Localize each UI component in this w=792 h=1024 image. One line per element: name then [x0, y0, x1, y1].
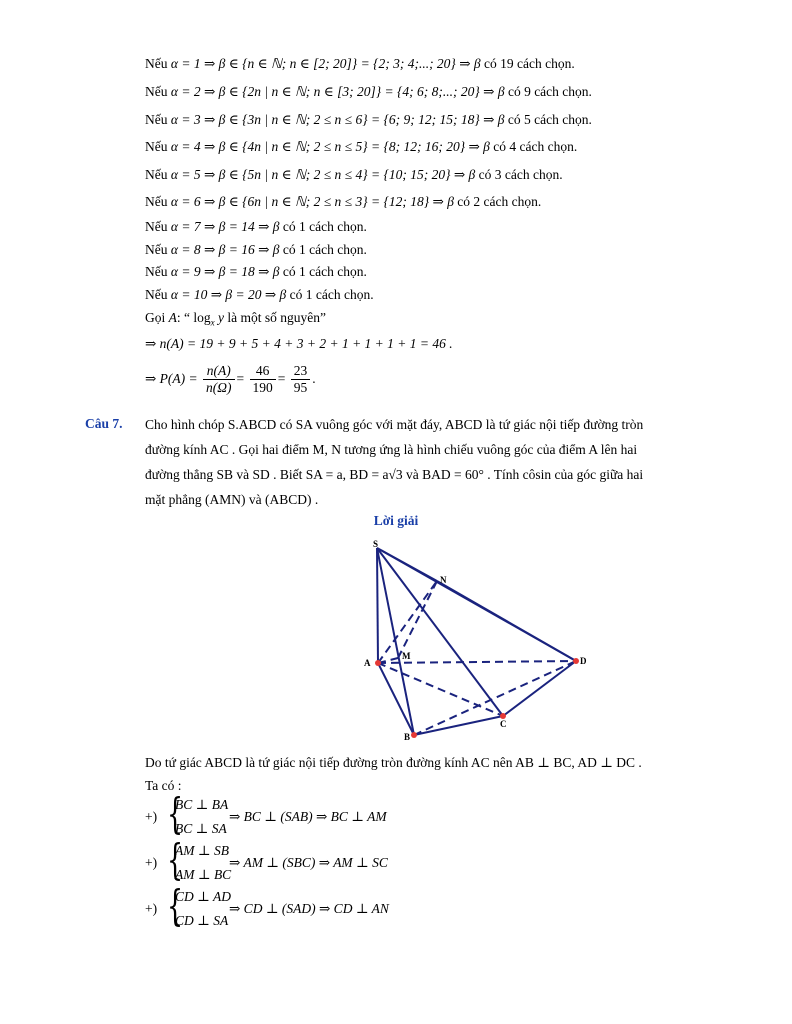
fraction-46-190: $\frac{46}{190}$ [250, 363, 276, 396]
case-math: α = 1 ⇒ β ∈ {n ∈ ℕ; n ∈ [2; 20]} = {2; 3; 4;...; 20} ⇒ β [170, 56, 481, 71]
label-S: S [373, 539, 379, 549]
system-prefix: +) [145, 809, 158, 824]
system-prefix: +) [145, 901, 158, 916]
question-line-1: Cho hình chóp S.ABCD có SA vuông góc với mặt đáy, ABCD là tứ giác nội tiếp đường tròn [145, 417, 644, 432]
hidden-edge-AC [378, 663, 503, 716]
hidden-edge-BD [414, 661, 576, 735]
system-result: ⇒ AM ⊥ (SBC) ⇒ AM ⊥ SC [229, 855, 388, 870]
label-N: N [440, 575, 447, 585]
edge-AB [378, 663, 414, 735]
event-text: : “ log [176, 310, 211, 325]
case-line [145, 55, 575, 73]
edge-SC [377, 548, 503, 716]
case-tail: có 19 cách chọn. [484, 56, 575, 71]
vertex-A [375, 660, 381, 666]
case-math: α = 4 ⇒ β ∈ {4n | n ∈ ℕ; 2 ≤ n ≤ 5} = {8; 12; 16; 20} ⇒ β [170, 139, 490, 154]
fraction-na-nomega: $\frac{n(A)}{n(\Omega)}$ [203, 363, 235, 396]
case-line [145, 138, 577, 156]
log-arg: y [218, 310, 224, 325]
case-math: α = 6 ⇒ β ∈ {6n | n ∈ ℕ; 2 ≤ n ≤ 3} = {12; 18} ⇒ β [170, 194, 454, 209]
solution-text-2: Ta có : [145, 778, 182, 793]
vertex-B [411, 732, 417, 738]
event-definition [145, 309, 326, 332]
case-math: α = 10 ⇒ β = 20 ⇒ β [170, 287, 287, 302]
system-row-1: BC ⊥ BA [175, 797, 229, 812]
case-math: α = 3 ⇒ β ∈ {3n | n ∈ ℕ; 2 ≤ n ≤ 6} = {6; 9; 12; 15; 18} ⇒ β [170, 112, 505, 127]
case-line [145, 166, 563, 184]
edge-SN [377, 548, 437, 581]
system-row-2: BC ⊥ SA [175, 821, 227, 836]
case-line [145, 286, 374, 304]
hidden-edge-MN [398, 581, 437, 658]
vertex-C [500, 713, 506, 719]
case-line [145, 193, 541, 211]
edge-SA [377, 548, 378, 663]
case-lead: Nếu [145, 112, 168, 127]
case-lead: Nếu [145, 242, 168, 257]
label-C: C [500, 719, 507, 729]
case-lead: Nếu [145, 264, 168, 279]
case-line [145, 263, 367, 281]
label-M: M [402, 651, 411, 661]
log-base: x [210, 317, 215, 328]
event-tail: là một số nguyên” [227, 310, 326, 325]
count-line: ⇒ n(A) = 19 + 9 + 5 + 4 + 3 + 2 + 1 + 1 + 1 + 1 = 46 . [145, 336, 453, 351]
hidden-edge-AD [378, 661, 576, 663]
question-label: Câu 7. [85, 416, 123, 431]
system-result: ⇒ CD ⊥ (SAD) ⇒ CD ⊥ AN [229, 901, 389, 916]
event-lead: Gọi [145, 310, 166, 325]
question-line-3: đường thẳng SB và SD . Biết SA = a, BD = a√3 và BAD = 60° . Tính côsin của góc giữa hai [145, 467, 644, 482]
case-tail: có 1 cách chọn. [282, 242, 367, 257]
question-line-2: đường kính AC . Gọi hai điểm M, N tương ứng là hình chiếu vuông góc của điểm A lên hai [145, 442, 638, 457]
edge-ND [437, 581, 576, 661]
edge-CD [503, 661, 576, 716]
edge-SD [377, 548, 576, 661]
system-row-2: AM ⊥ BC [175, 867, 232, 882]
case-line [145, 218, 367, 236]
case-lead: Nếu [145, 194, 168, 209]
solution-title: Lời giải [373, 513, 419, 528]
case-tail: có 5 cách chọn. [507, 112, 592, 127]
edge-SB [377, 548, 414, 735]
case-lead: Nếu [145, 167, 168, 182]
case-tail: có 3 cách chọn. [478, 167, 563, 182]
case-math: α = 8 ⇒ β = 16 ⇒ β [170, 242, 280, 257]
system-prefix: +) [145, 855, 158, 870]
case-tail: có 1 cách chọn. [282, 264, 367, 279]
case-math: α = 5 ⇒ β ∈ {5n | n ∈ ℕ; 2 ≤ n ≤ 4} = {10; 15; 20} ⇒ β [170, 167, 476, 182]
question-line-4: mặt phẳng (AMN) và (ABCD) . [145, 492, 319, 507]
case-math: α = 9 ⇒ β = 18 ⇒ β [170, 264, 280, 279]
edge-BC [414, 716, 503, 735]
case-lead: Nếu [145, 84, 168, 99]
case-lead: Nếu [145, 139, 168, 154]
event-symbol: A [168, 310, 177, 325]
case-lead: Nếu [145, 56, 168, 71]
case-line [145, 83, 592, 101]
case-tail: có 2 cách chọn. [457, 194, 542, 209]
system-brace: { [167, 789, 184, 838]
case-math: α = 2 ⇒ β ∈ {2n | n ∈ ℕ; n ∈ [3; 20]} = {4; 6; 8;...; 20} ⇒ β [170, 84, 505, 99]
case-tail: có 1 cách chọn. [289, 287, 374, 302]
label-D: D [580, 656, 587, 666]
vertex-D [573, 658, 579, 664]
case-line [145, 241, 367, 259]
system-brace: { [167, 881, 184, 930]
case-math: α = 7 ⇒ β = 14 ⇒ β [170, 219, 280, 234]
solution-text-1: Do tứ giác ABCD là tứ giác nội tiếp đường tròn đường kính AC nên AB ⊥ BC, AD ⊥ DC . [145, 755, 642, 770]
fraction-23-95: $\frac{23}{95}$ [291, 363, 311, 396]
probability-line: ⇒ P(A) = $\frac{n(A)}{n(\Omega)}$ = $\frac{46}{190}$ = $\frac{23}{95}$ . [145, 363, 316, 396]
system-brace: { [167, 835, 184, 884]
hidden-edge-AM [378, 658, 398, 663]
system-row-1: AM ⊥ SB [175, 843, 229, 858]
system-row-1: CD ⊥ AD [175, 889, 231, 904]
case-tail: có 1 cách chọn. [282, 219, 367, 234]
question-text [145, 412, 707, 512]
label-B: B [404, 732, 411, 742]
label-A: A [364, 658, 371, 668]
system-result: ⇒ BC ⊥ (SAB) ⇒ BC ⊥ AM [229, 809, 387, 824]
prob-lhs: ⇒ P(A) = [145, 371, 198, 386]
case-line [145, 111, 592, 129]
case-tail: có 4 cách chọn. [493, 139, 578, 154]
case-lead: Nếu [145, 287, 168, 302]
case-lead: Nếu [145, 219, 168, 234]
system-row-2: CD ⊥ SA [175, 913, 229, 928]
case-tail: có 9 cách chọn. [507, 84, 592, 99]
hidden-edge-AN [378, 581, 437, 663]
